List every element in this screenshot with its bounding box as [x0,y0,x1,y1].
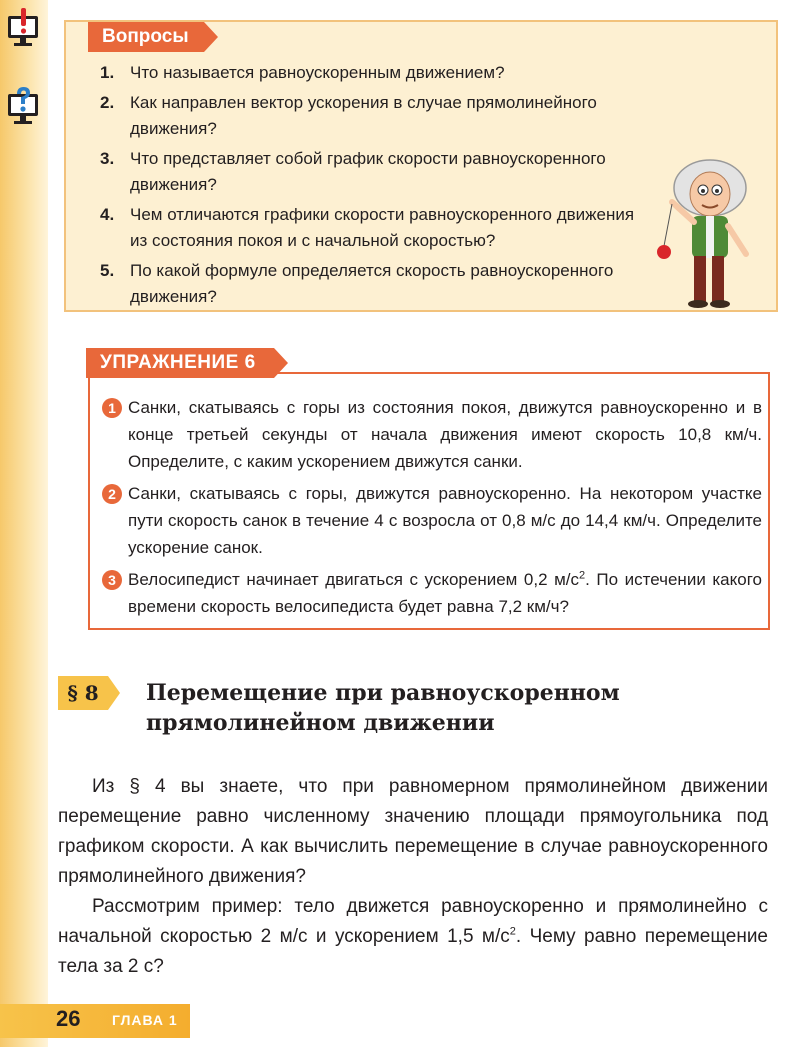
question-text: Что называется равноускоренным движением? [130,63,505,82]
exercise-tab: УПРАЖНЕНИЕ 6 [86,348,274,378]
section-title: Перемещение при равноускоренном прямолинейном движении [146,680,620,736]
questions-tab: Вопросы [88,22,204,52]
list-item [100,146,640,198]
question-text: Чем отличаются графики скорости равноускоренного движения из состояния покоя и с начальной скоростью? [130,205,635,250]
list-item [100,258,640,310]
question-number: 4. [100,205,115,224]
exercise-number-badge: 3 [102,570,122,590]
question-monitor-icon [6,86,40,126]
exercise-text-part: Велосипедист начинает двигаться с ускорением 0,2 м/с [128,570,580,589]
exercise-text [128,566,762,620]
list-item [100,202,640,254]
exercise-item [102,566,762,620]
questions-list [100,60,640,314]
exercise-text: Санки, скатываясь с горы, движутся равноускоренно. На некотором участке пути скорость санок в течение 4 с возросла от 0,8 м/с до 14,4 км/ч. Определите ускорение санок. [128,484,762,557]
paragraph-text-part: . Чему равно перемещение тела за 2 с? [58,926,769,977]
question-text: По какой формуле определяется скорость равноускоренного движения? [130,261,614,306]
question-text: Как направлен вектор ускорения в случае прямолинейного движения? [130,93,597,138]
exercise-text-part: . По истечении какого времени скорость велосипедиста будет равна 7,2 км/ч? [128,570,762,616]
page-number: 26 [56,1006,81,1031]
question-number: 3. [100,149,115,168]
exponent: 2 [579,569,586,582]
question-text: Что представляет собой график скорости равноускоренного движения? [130,149,606,194]
question-number: 2. [100,93,115,112]
paragraph-text-part: Рассмотрим пример: тело движется равноускоренно и прямолинейно с начальной скоростью 2 м/с и ускорением 1,5 м/с [58,896,768,947]
list-item [100,60,640,86]
exercise-number-badge: 2 [102,484,122,504]
list-item [100,90,640,142]
warning-monitor-icon [6,8,40,48]
scientist-illustration [648,150,758,310]
question-number: 1. [100,63,115,82]
question-number: 5. [100,261,115,280]
body-paragraph: Из § 4 вы знаете, что при равномерном прямолинейном движении перемещение равно численному значению площади прямоугольника под графиком скорости. А как вычислить перемещение в случае равноускоренного прямолинейного движения? [58,776,768,887]
exercise-item [102,394,762,475]
side-stripe [0,0,48,1047]
exercise-number-badge: 1 [102,398,122,418]
exercise-text: Санки, скатываясь с горы из состояния покоя, движутся равноускоренно и в конце третьей секунды от начала движения имеют скорость 10,8 км/ч. Определите, с каким ускорением движутся санки. [128,398,762,471]
body-paragraph [58,892,768,982]
section-badge: § 8 [58,676,108,710]
chapter-label: ГЛАВА 1 [112,1012,178,1028]
exponent: 2 [509,925,516,938]
exercise-item [102,480,762,561]
